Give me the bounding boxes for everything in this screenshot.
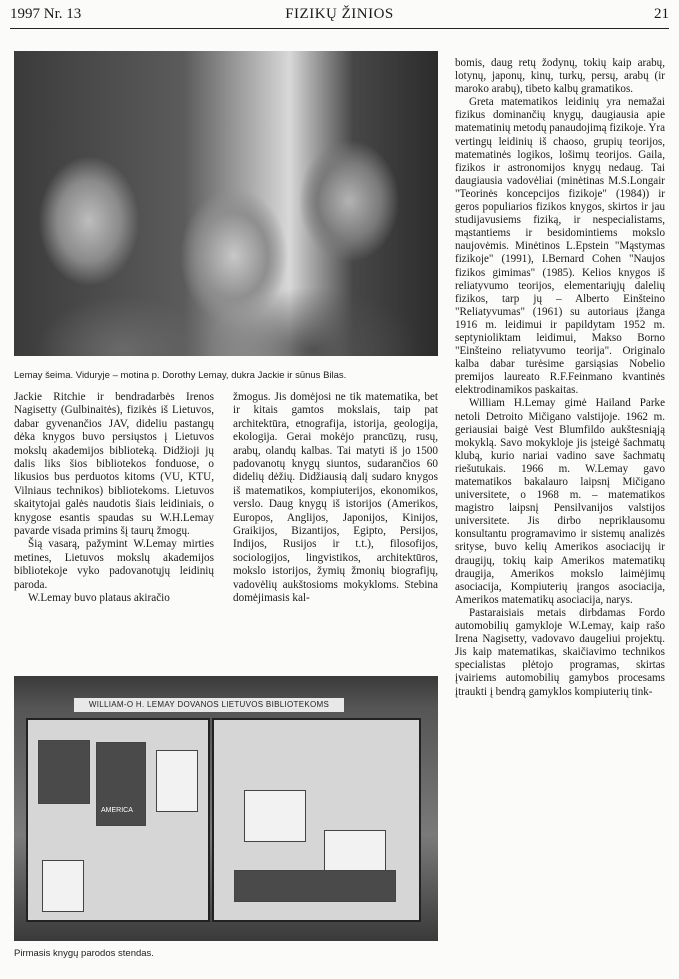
poster-title: AMERICA bbox=[101, 807, 133, 814]
col3-paragraph-3: William H.Lemay gimė Hailand Parke netoli Detroito Mičigano valstijoje. 1962 m. geriausiai baigė Vest Blumfildo aukštesniąją mokyklą. Savo mokykloje jis įsteigė šachmatų klubą, kurio nariai vadino save šachmatų riešutukais. 1966 m. W.Lemay gavo matematikos bakalauro laipsnį Mičigano universitete, o 1968 m. – matematikos magistro laipsnį Pensilvanijos valstijos universitete. Jis dirbo nepriklausomu konsultantu programavimo ir sistemų analizės srityse, buvo kelių Amerikos asociacijų ir draugijų, tokių kaip Amerikos matematikų draugija, Amerikos mokslo laimėjimų asociacija, Kompiuterių įrangos asociacija, Amerikos matematikų asociacija, narys. bbox=[455, 397, 665, 606]
stand-panel-right bbox=[212, 718, 421, 922]
book-cover bbox=[38, 740, 90, 804]
exhibition-stand-photo bbox=[14, 676, 438, 941]
book-cover bbox=[42, 860, 84, 912]
stand-photo-caption: Pirmasis knygų parodos stendas. bbox=[14, 948, 154, 959]
page-number: 21 bbox=[654, 6, 669, 22]
stand-banner: WILLIAM-O H. LEMAY DOVANOS LIETUVOS BIBLIOTEKOMS bbox=[74, 698, 344, 712]
page-header bbox=[10, 6, 669, 28]
stand-panel-left bbox=[26, 718, 210, 922]
display-shelf bbox=[234, 870, 396, 902]
header-rule bbox=[10, 28, 669, 29]
col1-paragraph-3: W.Lemay buvo plataus akiračio bbox=[28, 592, 170, 605]
display-item bbox=[244, 790, 306, 842]
col3-paragraph-2: Greta matematikos leidinių yra nemažai fizikus dominančių knygų, daugiausia apie matematinių metodų panaudojimą fizikoje. Yra vertingų leidinių iš chaoso, grupių teorijos, matematinės logikos, lošimų teorijos. Gaila, fizikos ir astronomijos knygų nedaug. Tai daugiausia vadovėliai (minėtinas M.S.Longair "Teorinės koncepcijos fizikoje" (1984)) ir geros populiarios fizikos knygos, skirtos ir jau studijavusiems fiziką, ir nespecialistams, mąstantiems ir besidomintiems mokslo naujovėmis. Minėtinos L.Epstein "Mąstymas fizikoje" (1991), I.Bernard Cohen "Naujos fizikos gimimas" (1985). Kelios knygos iš reliatyvumo teorijos, elementariųjų dalelių fizikos, tarp jų – Alberto Einšteino "Reliatyvumas" (1961) su autoriaus įžanga 1916 m. leidimui ir papildytam 1952 m. septynioliktam leidimui, Makso Borno "Einšteino reliatyvumo teorija". Originalo kalba dabar turėsime garsiąsias Nobelio premijos laureato R.F.Feinmano kvantinės elektrodinamikos paskaitas. bbox=[455, 96, 665, 397]
journal-title: FIZIKŲ ŽINIOS bbox=[285, 6, 394, 22]
family-photo-caption: Lemay šeima. Viduryje – motina p. Dorothy Lemay, dukra Jackie ir sūnus Bilas. bbox=[14, 370, 347, 381]
col1-paragraph-2: Šią vasarą, pažymint W.Lemay mirties metines, Lietuvos mokslų akademijos bibliotekoje vyko padovanotųjų leidinių paroda. bbox=[14, 538, 214, 591]
book-cover bbox=[156, 750, 198, 812]
col2-paragraph-1: žmogus. Jis domėjosi ne tik matematika, bet ir kitais gamtos mokslais, taip pat architektūra, etnografija, istorija, geologija, ekologija. Gerai mokėjo prancūzų, rusų, arabų, olandų kalbas. Tai matyti iš jo 1500 padovanotų knygų siuntos, sudarančios 60 didelių dėžių. Didžiausią dalį sudaro knygos iš matematikos, kompiuterijos, ekonomikos, verslo. Daug knygų iš istorijos (Amerikos, Europos, Anglijos, Japonijos, Kinijos, Graikijos, Bizantijos, Egipto, Persijos, Indijos, Rusijos ir t.t.), filosofijos, sociologijos, lingvistikos, architektūros, mokslo istorijos, žymių žmonių biografijų, vadovėlių aukštosioms mokykloms. Stebina domėjimasis kal- bbox=[233, 391, 438, 605]
col3-paragraph-4: Pastaraisiais metais dirbdamas Fordo automobilių gamykloje W.Lemay, kaip rašo Irena Nagisetty, vadovavo daugeliui projektų. Jis kaip matematikas, skaičiavimo technikos specialistas plėtojo programas, skirtas įvairiems automobilių gamybos procesams įtraukti į bendrą gamyklos kompiuterių tink- bbox=[455, 606, 665, 698]
column-1 bbox=[14, 391, 214, 606]
col1-paragraph-1: Jackie Ritchie ir bendradarbės Irenos Nagisetty (Gulbinaitės), fizikės iš Lietuvos, dabar gyvenančios JAV, dideliu pastangų dėka knygos buvo persiųstos į Lietuvos mokslų akademijos biblioteką. Didžioji jų dalis liks šios bibliotekos fonduose, o likusios bus perduotos kitoms (VU, KTU, Vilniaus technikos) bibliotekoms. Lietuvos skaitytojai galės naudotis šiais leidiniais, o knygose esantis spaudas su W.H.Lemay pavarde visada primins šį taurų žmogų. bbox=[14, 391, 214, 538]
col3-paragraph-1: bomis, daug retų žodynų, tokių kaip arabų, lotynų, japonų, kinų, turkų, persų, arabų (ir maroko arabų), tibeto kalbų gramatikos. bbox=[455, 57, 665, 96]
issue-number: 1997 Nr. 13 bbox=[10, 6, 82, 22]
family-photo bbox=[14, 51, 438, 356]
portrait-poster bbox=[96, 742, 146, 826]
column-3 bbox=[455, 57, 665, 699]
column-2 bbox=[233, 391, 438, 606]
display-item bbox=[324, 830, 386, 872]
